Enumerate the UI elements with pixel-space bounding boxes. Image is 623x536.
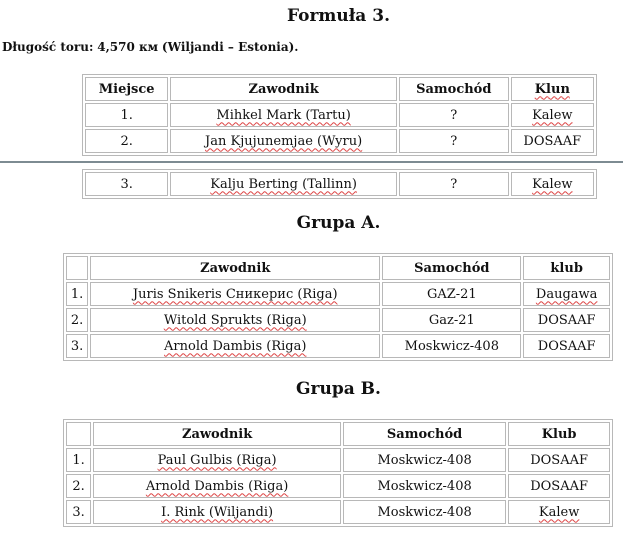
grupa-a-table [63, 253, 613, 361]
cell-club: Kalew [508, 500, 610, 524]
table-row [85, 103, 594, 127]
cell-driver: I. Rink (Wiljandi) [93, 500, 341, 524]
cell-place: 3. [85, 172, 168, 196]
cell-driver: Witold Sprukts (Riga) [90, 308, 380, 332]
track-label: Długość toru: [2, 40, 94, 54]
cell-driver: Jan Kjujunemjae (Wyru) [170, 129, 397, 153]
cell-club: DOSAAF [523, 334, 610, 358]
cell-driver: Arnold Dambis (Riga) [90, 334, 380, 358]
cell-club: DOSAAF [511, 129, 594, 153]
cell-club: Kalew [511, 103, 594, 127]
table-header-row [66, 256, 610, 280]
cell-car: ? [399, 103, 509, 127]
table-row [85, 129, 594, 153]
cell-driver: Paul Gulbis (Riga) [93, 448, 341, 472]
table-row [66, 500, 610, 524]
cell-car: Gaz-21 [382, 308, 521, 332]
cell-number: 1. [66, 448, 91, 472]
cell-club: Kalew [511, 172, 594, 196]
cell-car: ? [399, 172, 509, 196]
cell-club: Daugawa [523, 282, 610, 306]
cell-car: Moskwicz-408 [343, 500, 506, 524]
cell-club: DOSAAF [523, 308, 610, 332]
table-row [66, 308, 610, 332]
cell-car: Moskwicz-408 [382, 334, 521, 358]
cell-driver: Mihkel Mark (Tartu) [170, 103, 397, 127]
col-header-car: Samochód [399, 77, 509, 101]
col-header-club: Klub [508, 422, 610, 446]
grupa-b-title: Grupa B. [296, 379, 381, 399]
grupa-a-title: Grupa A. [296, 213, 381, 233]
grupa-b-table [63, 419, 613, 527]
col-header-place: Miejsce [85, 77, 168, 101]
col-header-driver: Zawodnik [93, 422, 341, 446]
track-info [2, 40, 298, 54]
table-row [66, 448, 610, 472]
cell-car: Moskwicz-408 [343, 474, 506, 498]
cell-driver: Kalju Berting (Tallinn) [170, 172, 397, 196]
cell-number: 3. [66, 500, 91, 524]
cell-driver: Arnold Dambis (Riga) [93, 474, 341, 498]
cell-place: 1. [85, 103, 168, 127]
col-header-club: Klun [511, 77, 594, 101]
track-value: 4,570 км [97, 40, 159, 54]
table-row [66, 334, 610, 358]
cell-number: 1. [66, 282, 88, 306]
cell-number: 2. [66, 474, 91, 498]
formula-table-continued [82, 169, 597, 199]
cell-place: 2. [85, 129, 168, 153]
col-header-driver: Zawodnik [170, 77, 397, 101]
page-break-line [0, 161, 623, 163]
cell-car: GAZ-21 [382, 282, 521, 306]
formula-table [82, 74, 597, 156]
cell-club: DOSAAF [508, 474, 610, 498]
cell-club: DOSAAF [508, 448, 610, 472]
col-header-club: klub [523, 256, 610, 280]
table-header-row [66, 422, 610, 446]
col-header-car: Samochód [382, 256, 521, 280]
cell-number: 2. [66, 308, 88, 332]
col-header-car: Samochód [343, 422, 506, 446]
col-header-number [66, 256, 88, 280]
formula-title: Formuła 3. [286, 6, 390, 26]
cell-driver: Juris Snikeris Сникерис (Riga) [90, 282, 380, 306]
col-header-driver: Zawodnik [90, 256, 380, 280]
cell-number: 3. [66, 334, 88, 358]
col-header-number [66, 422, 91, 446]
table-row [66, 282, 610, 306]
table-header-row [85, 77, 594, 101]
table-row [66, 474, 610, 498]
cell-car: ? [399, 129, 509, 153]
table-row [85, 172, 594, 196]
cell-car: Moskwicz-408 [343, 448, 506, 472]
track-place: (Wiljandi – Estonia). [161, 40, 299, 54]
